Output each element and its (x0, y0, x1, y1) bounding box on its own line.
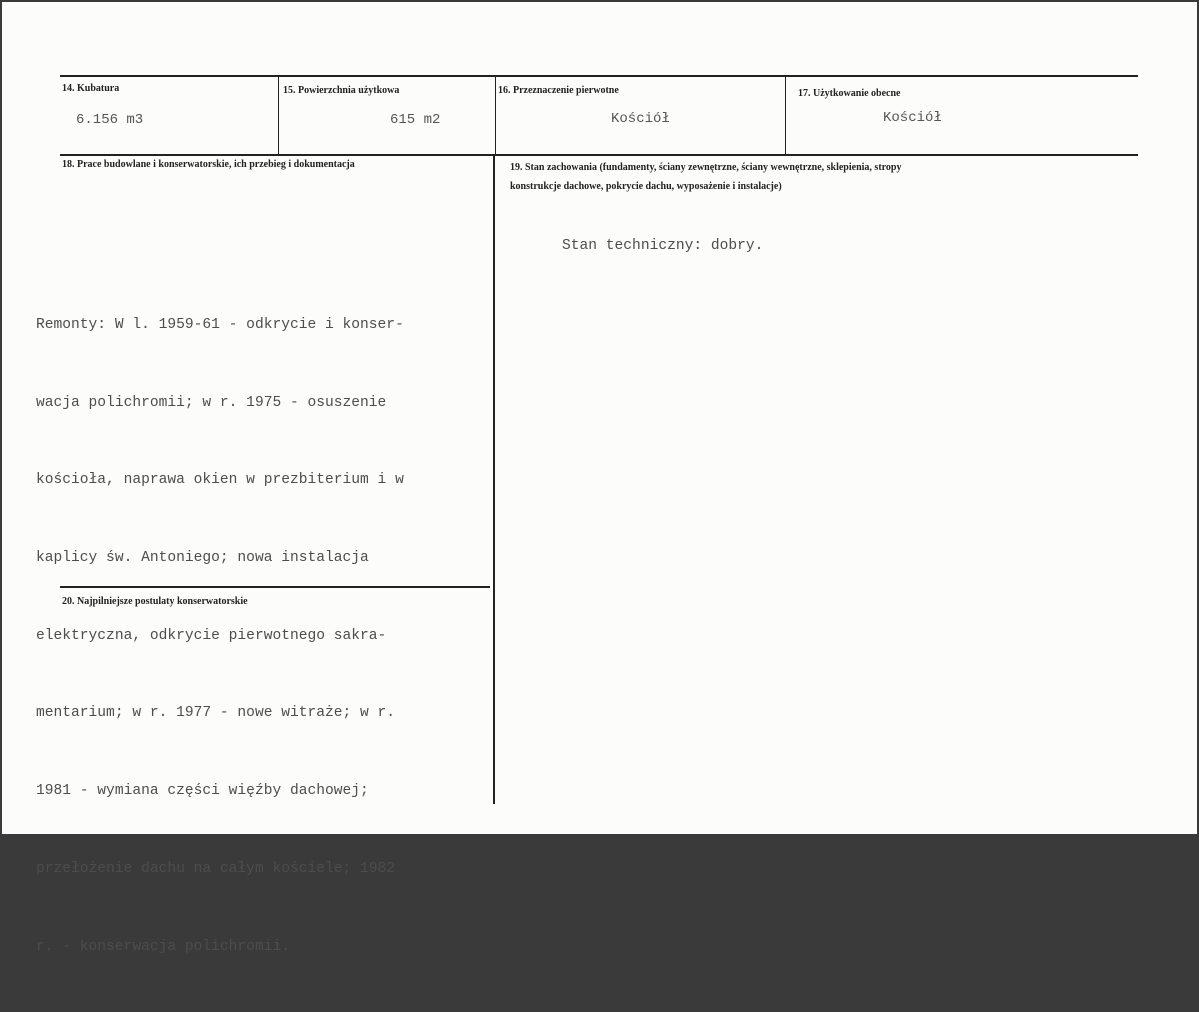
field18-text (36, 261, 404, 1012)
divider-16-17 (785, 77, 786, 155)
field15-label: 15. Powierzchnia użytkowa (283, 85, 400, 96)
top-rule (60, 75, 1138, 77)
field15-value: 615 m2 (390, 112, 441, 128)
field18-label: 18. Prace budowlane i konserwatorskie, ich przebieg i dokumentacja (62, 159, 355, 170)
divider-14-15 (278, 77, 279, 155)
field16-label: 16. Przeznaczenie pierwotne (498, 85, 619, 96)
field18-line: mentarium; w r. 1977 - nowe witraże; w r. (36, 705, 396, 722)
field18-line: wacja polichromii; w r. 1975 - osuszenie (36, 394, 387, 411)
main-divider (493, 154, 495, 804)
field18-line: r. - konserwacja polichromii. (36, 938, 290, 955)
field19-label-line2: konstrukcje dachowe, pokrycie dachu, wyposażenie i instalacje) (510, 181, 782, 192)
field19-value: Stan techniczny: dobry. (562, 238, 764, 254)
field17-value: Kościół (883, 110, 942, 126)
field18-line: Remonty: W l. 1959-61 - odkrycie i konser- (36, 316, 404, 333)
field18-line: przełożenie dachu na całym kościele; 1982 (36, 860, 396, 877)
field17-label: 17. Użytkowanie obecne (798, 88, 901, 99)
record-card (2, 2, 1197, 955)
field18-line: kościoła, naprawa okien w prezbiterium i w (36, 472, 404, 489)
field19-label-line1: 19. Stan zachowania (fundamenty, ściany zewnętrzne, ściany wewnętrzne, sklepienia, stropy (510, 162, 902, 173)
field20-label: 20. Najpilniejsze postulaty konserwatorskie (62, 596, 248, 607)
divider-15-16 (495, 77, 496, 155)
field18-line: kaplicy św. Antoniego; nowa instalacja (36, 549, 369, 566)
field14-value: 6.156 m3 (76, 112, 144, 128)
field16-value: Kościół (611, 111, 670, 127)
field18-line: 1981 - wymiana części więźby dachowej; (36, 783, 369, 800)
field14-label: 14. Kubatura (62, 83, 120, 94)
field18-line: elektryczna, odkrycie pierwotnego sakra- (36, 627, 387, 644)
